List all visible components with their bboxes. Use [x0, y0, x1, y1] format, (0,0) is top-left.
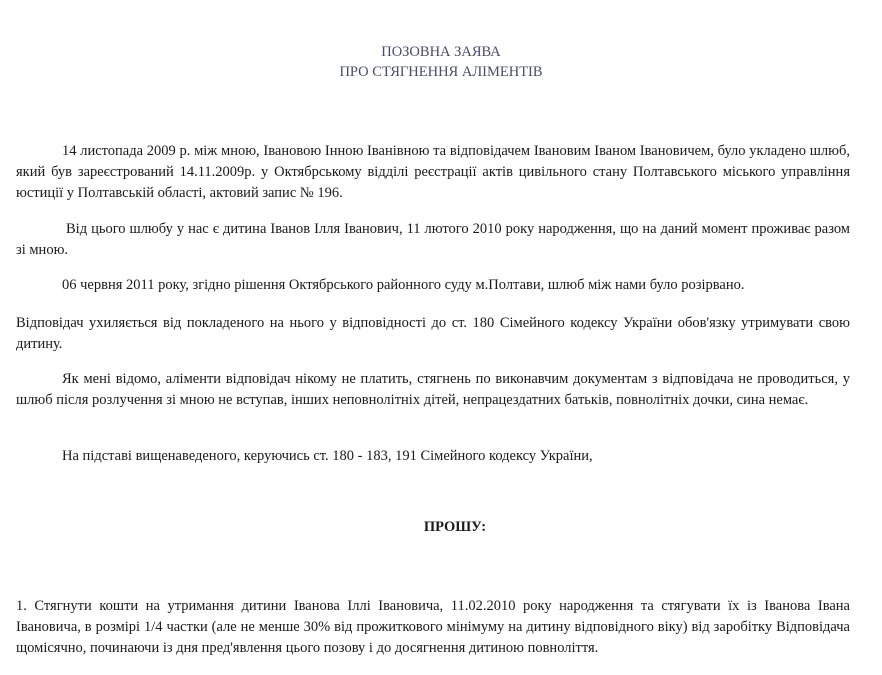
paragraph-legal-basis: На підставі вищенаведеного, керуючись ст. 180 - 183, 191 Сімейного кодексу України,: [62, 448, 593, 464]
request-item: 1. Стягнути кошти на утримання дитини Іванова Іллі Івановича, 11.02.2010 року народження та стягувати їх із Іванова Івана Івановича, в розмірі 1/4 частки (але не менше 30% від прожиткового мінімуму на дитину відповідного віку) від заробітку Відповідача щомісячно, починаючи із дня пред'явлення цього позову і до досягнення дитиною повноліття.: [16, 598, 850, 656]
document-title: ПОЗОВНА ЗАЯВА: [381, 44, 501, 60]
paragraph-obligation: Відповідач ухиляється від покладеного на нього у відповідності до ст. 180 Сімейного кодексу України обов'язку утримувати свою дитину.: [16, 315, 850, 352]
paragraph-divorce: 06 червня 2011 року, згідно рішення Октябрського районного суду м.Полтави, шлюб між нами було розірвано.: [62, 277, 745, 293]
document-subtitle: ПРО СТЯГНЕННЯ АЛІМЕНТІВ: [339, 64, 543, 80]
paragraph-circumstances: Як мені відомо, аліменти відповідач нікому не платить, стягнень по виконавчим документам з відповідача не проводиться, у шлюб після розлучення зі мною не вступав, інших неповнолітніх дітей, непрацездатних батьків, повнолітніх дочки, сина немає.: [16, 371, 850, 408]
paragraph-child: Від цього шлюбу у нас є дитина Іванов Ілля Іванович, 11 лютого 2010 року народження, що на даний момент проживає разом зі мною.: [16, 221, 850, 258]
paragraph-marriage: 14 листопада 2009 р. між мною, Івановою Інною Іванівною та відповідачем Івановим Іваном Івановичем, було укладено шлюб, який був зареєстрований 14.11.2009р. у Октябрському відділі реєстрації актів цивільного стану Полтавського міського управління юстиції у Полтавській області, актовий запис № 196.: [16, 143, 850, 201]
request-heading: ПРОШУ:: [423, 519, 487, 535]
